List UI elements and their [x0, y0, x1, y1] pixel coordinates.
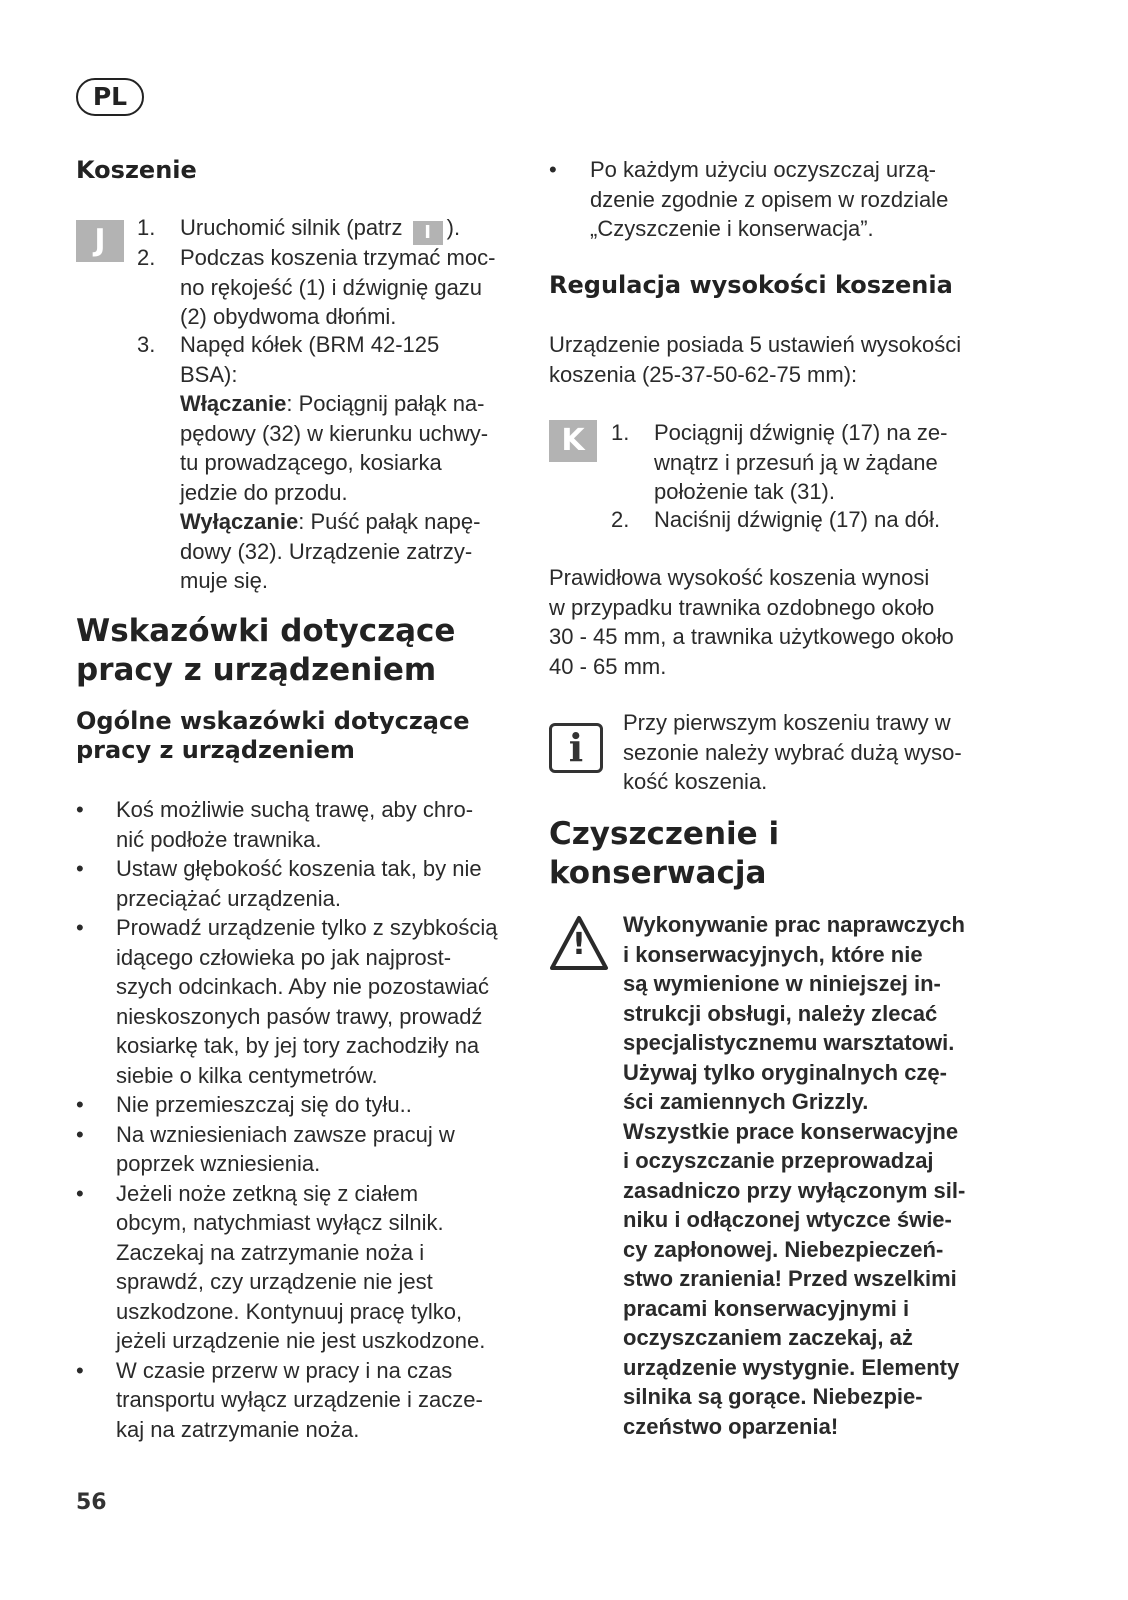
- list-item-line: położenie tak (31).: [654, 479, 835, 504]
- subsection-title-line: pracy z urządzeniem: [76, 736, 355, 764]
- warning-text: [623, 910, 965, 1441]
- koszenie-heading: Koszenie: [76, 156, 197, 184]
- warning-line: specjalistycznemu warsztatowi.: [623, 1030, 955, 1055]
- warning-line: oczyszczaniem zaczekaj, aż: [623, 1325, 913, 1350]
- paragraph-line: w przypadku trawnika ozdobnego około: [549, 594, 935, 620]
- figure-badge-j: J: [76, 220, 124, 262]
- list-item-line: pędowy (32) w kierunku uchwy-: [180, 420, 489, 446]
- bullet-line: Na wzniesieniach zawsze pracuj w: [116, 1121, 455, 1147]
- warning-line: Wszystkie prace konserwacyjne: [623, 1118, 959, 1144]
- section-title-line: Czyszczenie i: [549, 816, 780, 852]
- list-item-text: [180, 330, 488, 596]
- bullet-item: [76, 913, 526, 1090]
- info-text: [623, 708, 962, 797]
- bullet-item: [76, 1179, 526, 1356]
- warning-line: urządzenie wystygnie. Elementy: [623, 1354, 960, 1380]
- bullet-item: [549, 155, 1019, 244]
- section-title-line: pracy z urządzeniem: [76, 652, 437, 688]
- list-item-line: tu prowadzącego, kosiarka: [180, 450, 442, 475]
- paragraph-line: kość koszenia.: [623, 769, 768, 794]
- bullet-line: obcym, natychmiast wyłącz silnik.: [116, 1210, 444, 1235]
- bullet-line: Jeżeli noże zetkną się z ciałem: [116, 1180, 419, 1206]
- warning-icon: [548, 914, 610, 972]
- warning-line: czeństwo oparzenia!: [623, 1413, 839, 1439]
- regulation-intro: [549, 330, 961, 389]
- bullet-marker: •: [549, 157, 557, 182]
- paragraph-line: 30 - 45 mm, a trawnika użytkowego około: [549, 624, 954, 649]
- bullet-line: W czasie przerw w pracy i na czas: [116, 1357, 453, 1383]
- bullet-marker: •: [76, 1357, 84, 1383]
- warning-line: są wymienione w niniejszej in-: [623, 971, 941, 996]
- warning-line: Używaj tylko oryginalnych czę-: [623, 1059, 947, 1085]
- warning-line: i konserwacyjnych, które nie: [623, 941, 923, 967]
- list-number: 2.: [137, 245, 156, 270]
- bullet-line: Koś możliwie suchą trawę, aby chro-: [116, 797, 474, 822]
- bullet-line: Zaczekaj na zatrzymanie noża i: [116, 1239, 425, 1265]
- warning-line: stwo zranienia! Przed wszelkimi: [623, 1266, 957, 1291]
- list-item-text: [180, 243, 495, 332]
- list-item-line: muje się.: [180, 568, 269, 593]
- bullet-line: szych odcinkach. Aby nie pozostawiać: [116, 974, 489, 999]
- bullet-line: jeżeli urządzenie nie jest uszkodzone.: [116, 1328, 486, 1353]
- bullet-item: [76, 1090, 526, 1120]
- bullet-line: kosiarkę tak, by jej tory zachodziły na: [116, 1033, 480, 1058]
- warning-line: pracami konserwacyjnymi i: [623, 1295, 910, 1321]
- bullet-line: transportu wyłącz urządzenie i zacze-: [116, 1387, 483, 1412]
- warning-line: Wykonywanie prac naprawczych: [623, 912, 965, 937]
- list-item-line: wnątrz i przesuń ją w żądane: [654, 449, 938, 475]
- list-item-line: Pociągnij dźwignię (17) na ze-: [654, 420, 948, 445]
- list-item-line: BSA):: [180, 361, 238, 387]
- bullet-line: sprawdź, czy urządzenie nie jest: [116, 1269, 433, 1294]
- list-number: 1.: [137, 215, 156, 240]
- list-item-text: [180, 213, 460, 245]
- list-item-line: [180, 507, 488, 537]
- list-item-line: no rękojeść (1) i dźwignię gazu: [180, 274, 483, 300]
- warning-line: ści zamiennych Grizzly.: [623, 1089, 869, 1114]
- bullet-line: Ustaw głębokość koszenia tak, by nie: [116, 856, 482, 881]
- list-number: 1.: [611, 420, 630, 445]
- section-title-line: Wskazówki dotyczące: [76, 613, 456, 649]
- list-item-line: : Puść pałąk napę-: [298, 509, 481, 534]
- list-item-line: : Pociągnij pałąk na-: [286, 391, 485, 416]
- bullet-line: dzenie zgodnie z opisem w rozdziale: [590, 186, 949, 212]
- paragraph-line: koszenia (25-37-50-62-75 mm):: [549, 361, 858, 387]
- paragraph-line: Przy pierwszym koszeniu trawy w: [623, 710, 951, 735]
- info-icon: [549, 723, 603, 773]
- list-item-line: (2) obydwoma dłońmi.: [180, 304, 397, 329]
- on-label: Włączanie: [180, 391, 287, 416]
- paragraph-line: Urządzenie posiada 5 ustawień wysokości: [549, 332, 962, 357]
- paragraph-line: 40 - 65 mm.: [549, 653, 667, 679]
- warning-line: silnika są gorące. Niebezpie-: [623, 1384, 923, 1409]
- bullet-marker: •: [76, 915, 84, 940]
- paragraph-line: Prawidłowa wysokość koszenia wynosi: [549, 565, 930, 590]
- paragraph-line: sezonie należy wybrać dużą wyso-: [623, 739, 962, 765]
- warning-exclamation: !: [572, 927, 586, 962]
- bullet-line: przeciążać urządzenia.: [116, 885, 342, 911]
- list-item-line: jedzie do przodu.: [180, 479, 348, 505]
- bullet-item: [76, 1356, 526, 1445]
- info-icon-letter: i: [568, 725, 584, 770]
- bullet-marker: •: [76, 856, 84, 881]
- list-item-line: [180, 389, 488, 419]
- bullet-marker: •: [76, 1121, 84, 1147]
- page-number: 56: [76, 1490, 107, 1515]
- list-item-text: [654, 418, 948, 507]
- bullet-item: [76, 1120, 526, 1179]
- bullet-item: [76, 854, 526, 913]
- section-title: [76, 612, 455, 690]
- bullet-line: Prowadź urządzenie tylko z szybkością: [116, 915, 498, 940]
- warning-line: strukcji obsługi, należy zlecać: [623, 1000, 938, 1026]
- bullet-line: nieskoszonych pasów trawy, prowadź: [116, 1003, 483, 1029]
- bullet-marker: •: [76, 1180, 84, 1206]
- list-item-line: dowy (32). Urządzenie zatrzy-: [180, 538, 473, 564]
- bullet-line: siebie o kilka centymetrów.: [116, 1062, 378, 1088]
- bullet-line: Nie przemieszczaj się do tyłu..: [116, 1092, 412, 1117]
- list-item-line: Napęd kółek (BRM 42-125: [180, 332, 440, 357]
- list-item-line: ).: [446, 215, 461, 240]
- bullet-line: idącego człowieka po jak najprost-: [116, 944, 452, 970]
- top-bullet: [549, 155, 1019, 244]
- warning-line: cy zapłonowej. Niebezpieczeń-: [623, 1236, 944, 1262]
- bullet-line: kaj na zatrzymanie noża.: [116, 1416, 360, 1442]
- bullet-line: nić podłoże trawnika.: [116, 826, 322, 852]
- figure-badge-k: K: [549, 420, 597, 462]
- section-title-line: konserwacja: [549, 855, 767, 891]
- bullet-list: [76, 795, 526, 1444]
- regulation-heading: Regulacja wysokości koszenia: [549, 271, 953, 299]
- subsection-title-line: Ogólne wskazówki dotyczące: [76, 707, 470, 735]
- bullet-line: Po każdym użyciu oczyszczaj urzą-: [590, 157, 936, 182]
- warning-line: i oczyszczanie przeprowadzaj: [623, 1148, 934, 1173]
- language-badge: PL: [76, 78, 144, 116]
- list-number: 2.: [611, 507, 630, 532]
- list-item-line: Podczas koszenia trzymać moc-: [180, 245, 496, 270]
- height-paragraph: [549, 563, 954, 681]
- list-item-line: Naciśnij dźwignię (17) na dół.: [654, 507, 941, 532]
- bullet-marker: •: [76, 797, 84, 822]
- cleaning-title: [549, 815, 779, 893]
- warning-line: zasadniczo przy wyłączonym sil-: [623, 1177, 966, 1203]
- bullet-line: uszkodzone. Kontynuuj pracę tylko,: [116, 1298, 463, 1324]
- list-number: 3.: [137, 332, 156, 357]
- subsection-title: [76, 707, 469, 765]
- bullet-line: „Czyszczenie i konserwacja”.: [590, 216, 874, 241]
- warning-line: niku i odłączonej wtyczce świe-: [623, 1207, 952, 1232]
- bullet-item: [76, 795, 526, 854]
- list-item-line: Uruchomić silnik (patrz: [180, 215, 403, 240]
- bullet-line: poprzek wzniesienia.: [116, 1151, 321, 1176]
- inline-figure-badge-i: I: [413, 221, 443, 245]
- off-label: Wyłączanie: [180, 509, 299, 534]
- bullet-marker: •: [76, 1092, 84, 1117]
